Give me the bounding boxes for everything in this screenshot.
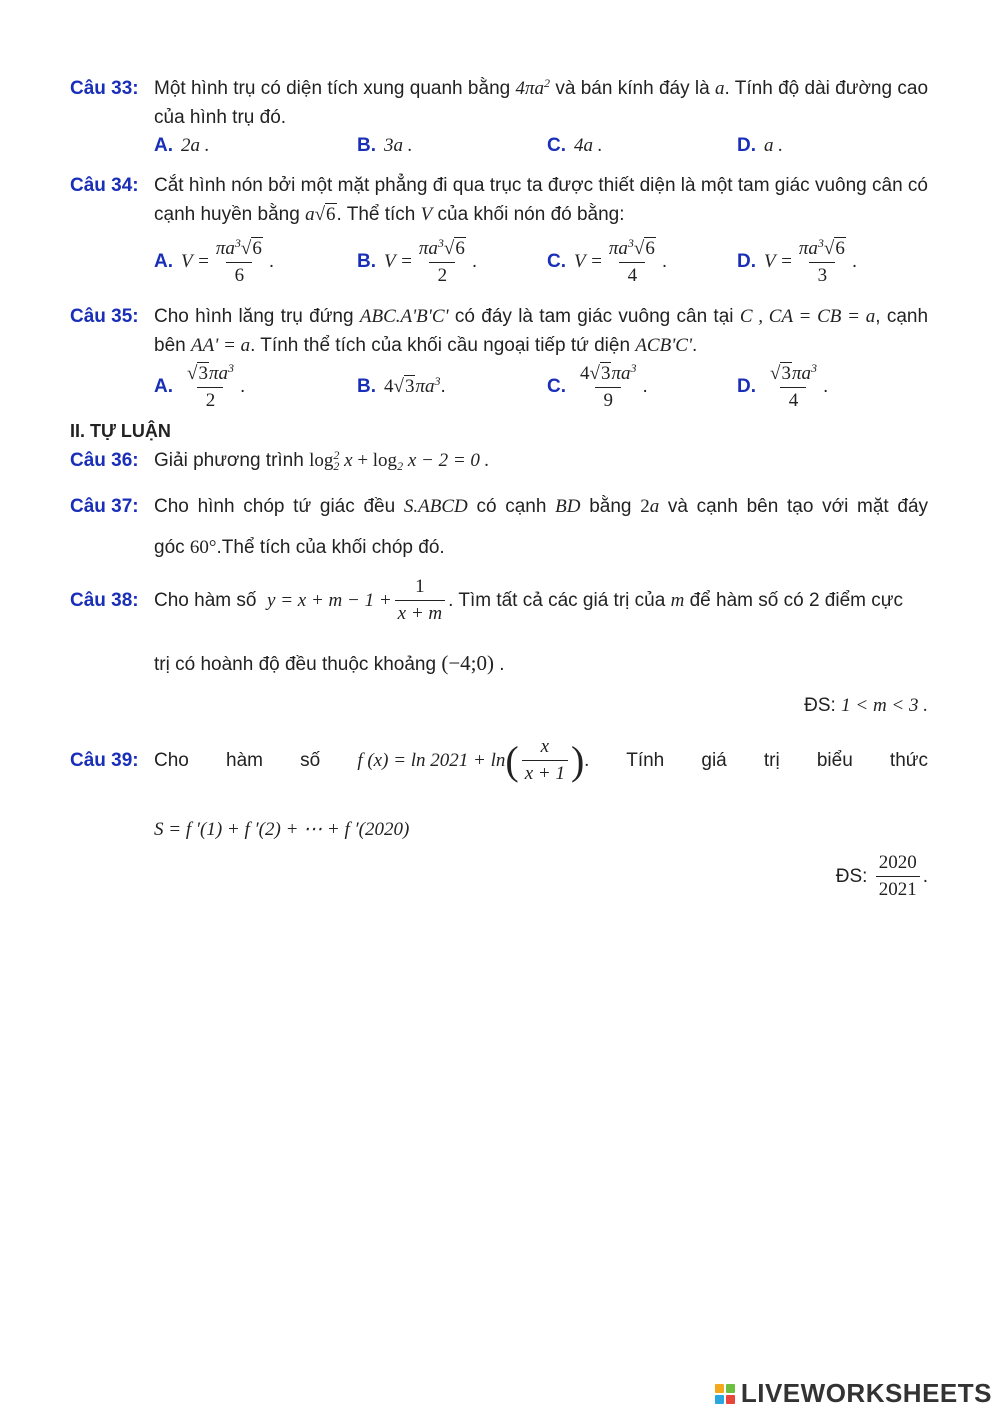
watermark-text: LIVEWORKSHEETS [740,1378,992,1408]
question-text: Giải phương trình $\log^2_2 x + \log_2 x - 2 = 0$ . [154,448,490,473]
fraction: $\frac{4√3\pi a^3}{9}$ [580,360,637,411]
question-33 [70,74,928,132]
question-text: Cắt hình nón bởi một mặt phẳng đi qua trục ta được thiết diện là một tam giác vuông cân có cạnh huyền bằng a√6. Thể tích V của khối nón đó bằng: [154,175,928,225]
fraction: $\frac{√3\pi a^3}{2}$ [187,360,234,411]
option-c[interactable]: C. $\frac{4√3\pi a^3}{9}$ . [547,360,648,411]
question-label: Câu 38: [70,590,139,611]
question-34 [70,171,928,229]
question-35 [70,302,928,360]
fraction: $\frac{\pi a^3√6}{4}$ [608,235,655,286]
option-b[interactable]: B. V = $\frac{\pi a^3√6}{2}$ . [357,235,478,286]
liveworksheets-watermark [715,1378,992,1409]
option-d[interactable]: D. $\frac{√3\pi a^3}{4}$ . [737,360,829,411]
question-label: Câu 34: [70,175,139,196]
fraction: $\frac{2020}{2021}$ [876,852,920,901]
question-label: Câu 37: [70,496,139,517]
fraction: $\frac{√3\pi a^3}{4}$ [770,360,817,411]
options-34 [154,235,934,286]
question-text: Cho hàm số f (x) = ln 2021 + ln ( $\frac{x}{x + 1}$ ) . Tính giá trị biểu thức [154,736,928,784]
question-label: Câu 33: [70,78,139,99]
answer-38: ĐS: 1 < m < 3 . [804,695,928,716]
option-a[interactable]: A. V = $\frac{\pi a^3√6}{6}$ . [154,235,275,286]
math-expr: $\log^2_2 x + \log_2 x - 2 = 0$ . [309,448,490,473]
option-d[interactable]: D. V = $\frac{\pi a^3√6}{3}$ . [737,235,858,286]
options-33 [154,126,934,166]
math-expr: f (x) = ln 2021 + ln ( $\frac{x}{x + 1}$ ) . [357,736,590,784]
question-text-line2: trị có hoành độ đều thuộc khoảng (−4;0) . [154,651,505,675]
question-text: Cho hàm số y = x + m − 1 + $\frac{1}{x + m}$ . Tìm tất cả các giá trị của m để hàm số có 2 điểm cực [154,576,903,624]
question-text: Cho hình lăng trụ đứng ABC.A'B'C' có đáy là tam giác vuông cân tại C , CA = CB = a, cạnh bên AA' = a. Tính thể tích của khối cầu ngoại tiếp tứ diện ACB'C'. [154,306,929,356]
option-c[interactable]: C. 4a . [547,135,603,156]
question-label: Câu 36: [70,450,139,471]
question-text-line2: S = f ′(1) + f ′(2) + ⋯ + f ′(2020) [154,819,410,840]
option-b[interactable]: B. $4√3\pi a^3$ . [357,374,446,397]
question-text-line2: góc 60°.Thể tích của khối chóp đó. [154,537,445,558]
math-expr: a√6 [305,204,336,225]
question-38 [70,576,928,679]
fraction: $\frac{\pi a^3√6}{2}$ [418,235,465,286]
option-a[interactable]: A. $\frac{√3\pi a^3}{2}$ . [154,360,246,411]
answer-39: ĐS: $\frac{2020}{2021}$ . [835,852,928,900]
option-c[interactable]: C. V = $\frac{\pi a^3√6}{4}$ . [547,235,668,286]
question-label: Câu 35: [70,306,139,327]
option-a[interactable]: A. 2a . [154,135,210,156]
math-expr: $4\pi a^2$ [515,76,551,99]
fraction: $\frac{\pi a^3√6}{6}$ [215,235,262,286]
question-36 [70,446,928,475]
liveworksheets-logo-icon [715,1384,735,1404]
option-d[interactable]: D. a . [737,135,783,156]
section-heading: II. TỰ LUẬN [70,421,171,441]
fraction: $\frac{1}{x + m}$ [395,576,445,625]
fraction: $\frac{\pi a^3√6}{3}$ [798,235,845,286]
option-b[interactable]: B. 3a . [357,135,413,156]
question-39 [70,736,928,844]
question-text: Cho hình chóp tứ giác đều S.ABCD có cạnh BD bằng 2a và cạnh bên tạo với mặt đáy [154,496,929,517]
options-35 [154,362,934,412]
question-text: Một hình trụ có diện tích xung quanh bằng $4\pi a^2$ và bán kính đáy là a. Tính độ dài đường cao của hình trụ đó. [154,76,929,128]
question-label: Câu 39: [70,750,139,771]
question-37 [70,492,928,562]
